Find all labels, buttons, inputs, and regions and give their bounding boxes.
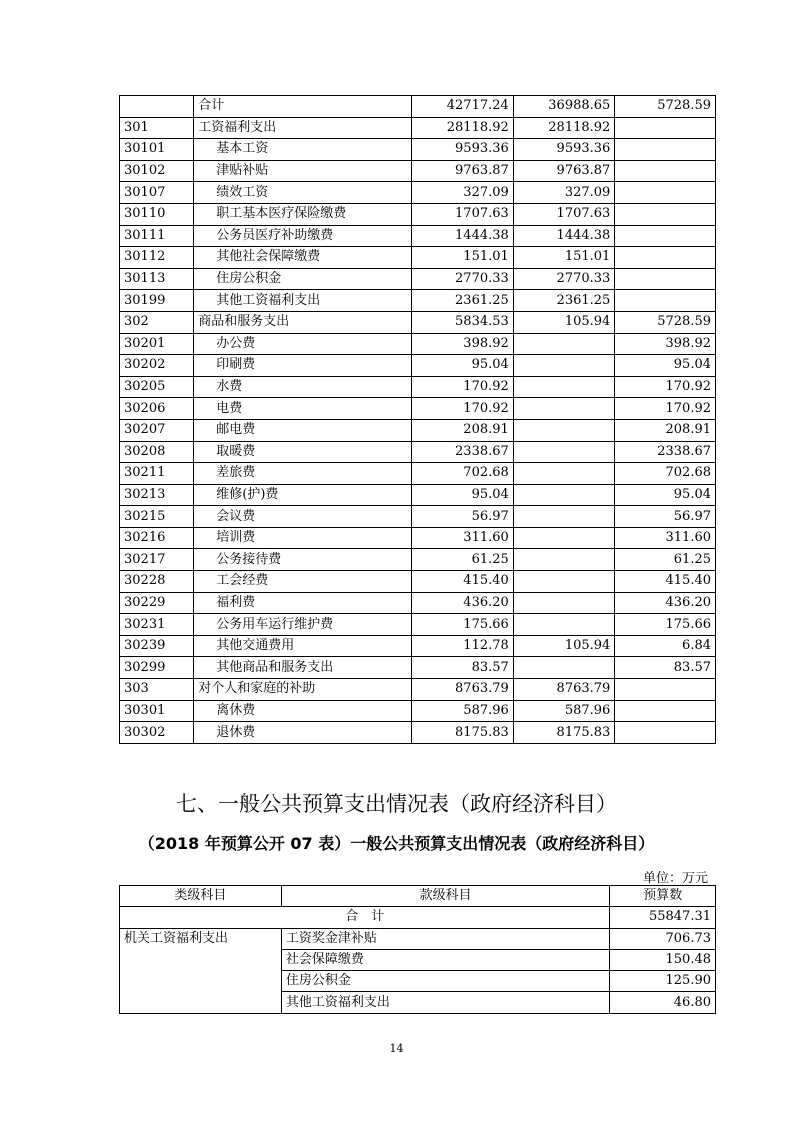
row-code: 30202 — [120, 355, 194, 377]
item-name: 社会保障缴费 — [281, 949, 610, 970]
row-basic — [513, 419, 615, 441]
row-total: 8175.83 — [412, 722, 514, 744]
row-total: 56.97 — [412, 506, 514, 528]
row-code: 30113 — [120, 268, 194, 290]
header-amount: 预算数 — [610, 886, 716, 907]
item-name: 其他工资福利支出 — [281, 992, 610, 1013]
table-row — [120, 657, 716, 679]
row-total: 702.68 — [412, 463, 514, 485]
item-name: 工资奖金津补贴 — [281, 928, 610, 949]
row-code: 30112 — [120, 247, 194, 269]
row-total: 9593.36 — [412, 139, 514, 161]
header-category: 类级科目 — [120, 886, 282, 907]
table-row — [120, 96, 716, 118]
row-project: 170.92 — [615, 376, 716, 398]
table-row — [120, 506, 716, 528]
table-row — [120, 247, 716, 269]
row-code: 30231 — [120, 614, 194, 636]
row-project — [615, 268, 716, 290]
total-row — [120, 907, 716, 928]
row-project: 702.68 — [615, 463, 716, 485]
table-row — [120, 333, 716, 355]
row-code: 30215 — [120, 506, 194, 528]
row-project: 95.04 — [615, 355, 716, 377]
row-basic: 327.09 — [513, 182, 615, 204]
row-code: 30201 — [120, 333, 194, 355]
row-name: 其他工资福利支出 — [194, 290, 412, 312]
table-row — [120, 160, 716, 182]
table-row — [120, 268, 716, 290]
row-name: 邮电费 — [194, 419, 412, 441]
row-name: 离休费 — [194, 700, 412, 722]
row-project — [615, 160, 716, 182]
group-label: 机关工资福利支出 — [120, 928, 282, 1013]
table-row — [120, 225, 716, 247]
table-row — [120, 722, 716, 744]
row-name: 工资福利支出 — [194, 117, 412, 139]
row-project: 5728.59 — [615, 311, 716, 333]
table-row — [120, 592, 716, 614]
row-total: 327.09 — [412, 182, 514, 204]
row-total: 175.66 — [412, 614, 514, 636]
row-basic: 8763.79 — [513, 679, 615, 701]
table-row — [120, 700, 716, 722]
item-amount: 150.48 — [610, 949, 716, 970]
row-name: 绩效工资 — [194, 182, 412, 204]
row-total: 311.60 — [412, 527, 514, 549]
row-project: 5728.59 — [615, 96, 716, 118]
row-total: 587.96 — [412, 700, 514, 722]
row-name: 电费 — [194, 398, 412, 420]
row-total: 436.20 — [412, 592, 514, 614]
table-row — [120, 203, 716, 225]
row-total: 208.91 — [412, 419, 514, 441]
row-total: 398.92 — [412, 333, 514, 355]
row-basic: 36988.65 — [513, 96, 615, 118]
row-total: 5834.53 — [412, 311, 514, 333]
table-subtitle: （2018 年预算公开 07 表）一般公共预算支出情况表（政府经济科目） — [138, 834, 655, 853]
row-name: 工会经费 — [194, 571, 412, 593]
row-code: 30228 — [120, 571, 194, 593]
row-total: 61.25 — [412, 549, 514, 571]
row-code — [120, 96, 194, 118]
row-code: 302 — [120, 311, 194, 333]
row-project — [615, 700, 716, 722]
row-project: 95.04 — [615, 484, 716, 506]
row-project: 2338.67 — [615, 441, 716, 463]
row-code: 30239 — [120, 635, 194, 657]
unit-label: 单位：万元 — [642, 871, 708, 886]
row-basic: 105.94 — [513, 311, 615, 333]
row-name: 职工基本医疗保险缴费 — [194, 203, 412, 225]
row-basic: 9593.36 — [513, 139, 615, 161]
table-row — [120, 635, 716, 657]
row-total: 415.40 — [412, 571, 514, 593]
row-code: 30206 — [120, 398, 194, 420]
row-code: 30211 — [120, 463, 194, 485]
page-number: 14 — [389, 1042, 404, 1055]
row-total: 8763.79 — [412, 679, 514, 701]
row-basic: 28118.92 — [513, 117, 615, 139]
row-name: 其他社会保障缴费 — [194, 247, 412, 269]
row-name: 福利费 — [194, 592, 412, 614]
table-row — [120, 463, 716, 485]
row-basic: 1707.63 — [513, 203, 615, 225]
general-budget-expenditure-table — [119, 885, 716, 1014]
row-project: 83.57 — [615, 657, 716, 679]
table-row — [120, 182, 716, 204]
row-total: 2361.25 — [412, 290, 514, 312]
row-code: 30102 — [120, 160, 194, 182]
row-code: 30111 — [120, 225, 194, 247]
row-name: 维修(护)费 — [194, 484, 412, 506]
table-row — [120, 419, 716, 441]
row-total: 2338.67 — [412, 441, 514, 463]
row-name: 取暖费 — [194, 441, 412, 463]
row-code: 30208 — [120, 441, 194, 463]
row-name: 会议费 — [194, 506, 412, 528]
row-name: 其他交通费用 — [194, 635, 412, 657]
row-code: 30299 — [120, 657, 194, 679]
row-total: 42717.24 — [412, 96, 514, 118]
row-code: 30205 — [120, 376, 194, 398]
row-basic: 9763.87 — [513, 160, 615, 182]
row-basic — [513, 506, 615, 528]
table-row — [120, 355, 716, 377]
row-basic — [513, 333, 615, 355]
row-basic — [513, 398, 615, 420]
row-total: 1707.63 — [412, 203, 514, 225]
row-total: 9763.87 — [412, 160, 514, 182]
row-basic: 151.01 — [513, 247, 615, 269]
item-amount: 46.80 — [610, 992, 716, 1013]
row-code: 30301 — [120, 700, 194, 722]
table-row — [120, 290, 716, 312]
row-project: 436.20 — [615, 592, 716, 614]
row-basic — [513, 484, 615, 506]
row-project — [615, 182, 716, 204]
header-item: 款级科目 — [281, 886, 610, 907]
section-heading: 七、一般公共预算支出情况表（政府经济科目） — [176, 792, 617, 816]
row-name: 公务用车运行维护费 — [194, 614, 412, 636]
row-name: 印刷费 — [194, 355, 412, 377]
table-row — [120, 928, 716, 949]
table-row — [120, 376, 716, 398]
row-project — [615, 247, 716, 269]
row-project: 398.92 — [615, 333, 716, 355]
row-code: 30101 — [120, 139, 194, 161]
row-basic — [513, 592, 615, 614]
row-basic — [513, 614, 615, 636]
economic-classification-table — [119, 95, 716, 744]
row-basic — [513, 549, 615, 571]
row-basic: 587.96 — [513, 700, 615, 722]
table-row — [120, 441, 716, 463]
row-basic: 8175.83 — [513, 722, 615, 744]
row-basic: 105.94 — [513, 635, 615, 657]
row-project: 56.97 — [615, 506, 716, 528]
table-row — [120, 549, 716, 571]
row-project: 175.66 — [615, 614, 716, 636]
row-total: 95.04 — [412, 484, 514, 506]
row-total: 170.92 — [412, 398, 514, 420]
row-basic: 2361.25 — [513, 290, 615, 312]
row-total: 95.04 — [412, 355, 514, 377]
row-basic — [513, 657, 615, 679]
table-header-row — [120, 886, 716, 907]
table-row — [120, 311, 716, 333]
row-total: 83.57 — [412, 657, 514, 679]
table-row — [120, 398, 716, 420]
table-row — [120, 571, 716, 593]
row-name: 对个人和家庭的补助 — [194, 679, 412, 701]
row-project — [615, 139, 716, 161]
item-name: 住房公积金 — [281, 971, 610, 992]
row-project — [615, 722, 716, 744]
row-name: 公务员医疗补助缴费 — [194, 225, 412, 247]
row-total: 170.92 — [412, 376, 514, 398]
row-code: 30107 — [120, 182, 194, 204]
row-project — [615, 225, 716, 247]
row-name: 办公费 — [194, 333, 412, 355]
row-name: 退休费 — [194, 722, 412, 744]
row-name: 津贴补贴 — [194, 160, 412, 182]
row-code: 30207 — [120, 419, 194, 441]
row-project: 415.40 — [615, 571, 716, 593]
row-project: 6.84 — [615, 635, 716, 657]
total-value: 55847.31 — [610, 907, 716, 928]
table-row — [120, 484, 716, 506]
row-name: 住房公积金 — [194, 268, 412, 290]
row-code: 30217 — [120, 549, 194, 571]
row-code: 30216 — [120, 527, 194, 549]
row-name: 合计 — [194, 96, 412, 118]
row-project — [615, 203, 716, 225]
row-project — [615, 117, 716, 139]
row-total: 2770.33 — [412, 268, 514, 290]
row-name: 基本工资 — [194, 139, 412, 161]
row-total: 28118.92 — [412, 117, 514, 139]
row-code: 30213 — [120, 484, 194, 506]
row-name: 其他商品和服务支出 — [194, 657, 412, 679]
row-basic — [513, 571, 615, 593]
row-basic — [513, 355, 615, 377]
item-amount: 706.73 — [610, 928, 716, 949]
table-row — [120, 139, 716, 161]
row-project: 311.60 — [615, 527, 716, 549]
table-row — [120, 117, 716, 139]
row-project — [615, 679, 716, 701]
row-code: 303 — [120, 679, 194, 701]
row-basic: 1444.38 — [513, 225, 615, 247]
row-total: 151.01 — [412, 247, 514, 269]
row-basic: 2770.33 — [513, 268, 615, 290]
table-row — [120, 614, 716, 636]
row-basic — [513, 463, 615, 485]
item-amount: 125.90 — [610, 971, 716, 992]
row-code: 301 — [120, 117, 194, 139]
table-row — [120, 679, 716, 701]
row-name: 水费 — [194, 376, 412, 398]
row-code: 30110 — [120, 203, 194, 225]
row-total: 112.78 — [412, 635, 514, 657]
row-total: 1444.38 — [412, 225, 514, 247]
row-name: 公务接待费 — [194, 549, 412, 571]
row-name: 培训费 — [194, 527, 412, 549]
row-code: 30199 — [120, 290, 194, 312]
row-name: 差旅费 — [194, 463, 412, 485]
row-project — [615, 290, 716, 312]
row-basic — [513, 441, 615, 463]
row-project: 61.25 — [615, 549, 716, 571]
row-project: 170.92 — [615, 398, 716, 420]
row-basic — [513, 527, 615, 549]
row-project: 208.91 — [615, 419, 716, 441]
row-basic — [513, 376, 615, 398]
row-code: 30229 — [120, 592, 194, 614]
table-row — [120, 527, 716, 549]
row-name: 商品和服务支出 — [194, 311, 412, 333]
total-label: 合 计 — [120, 907, 610, 928]
row-code: 30302 — [120, 722, 194, 744]
